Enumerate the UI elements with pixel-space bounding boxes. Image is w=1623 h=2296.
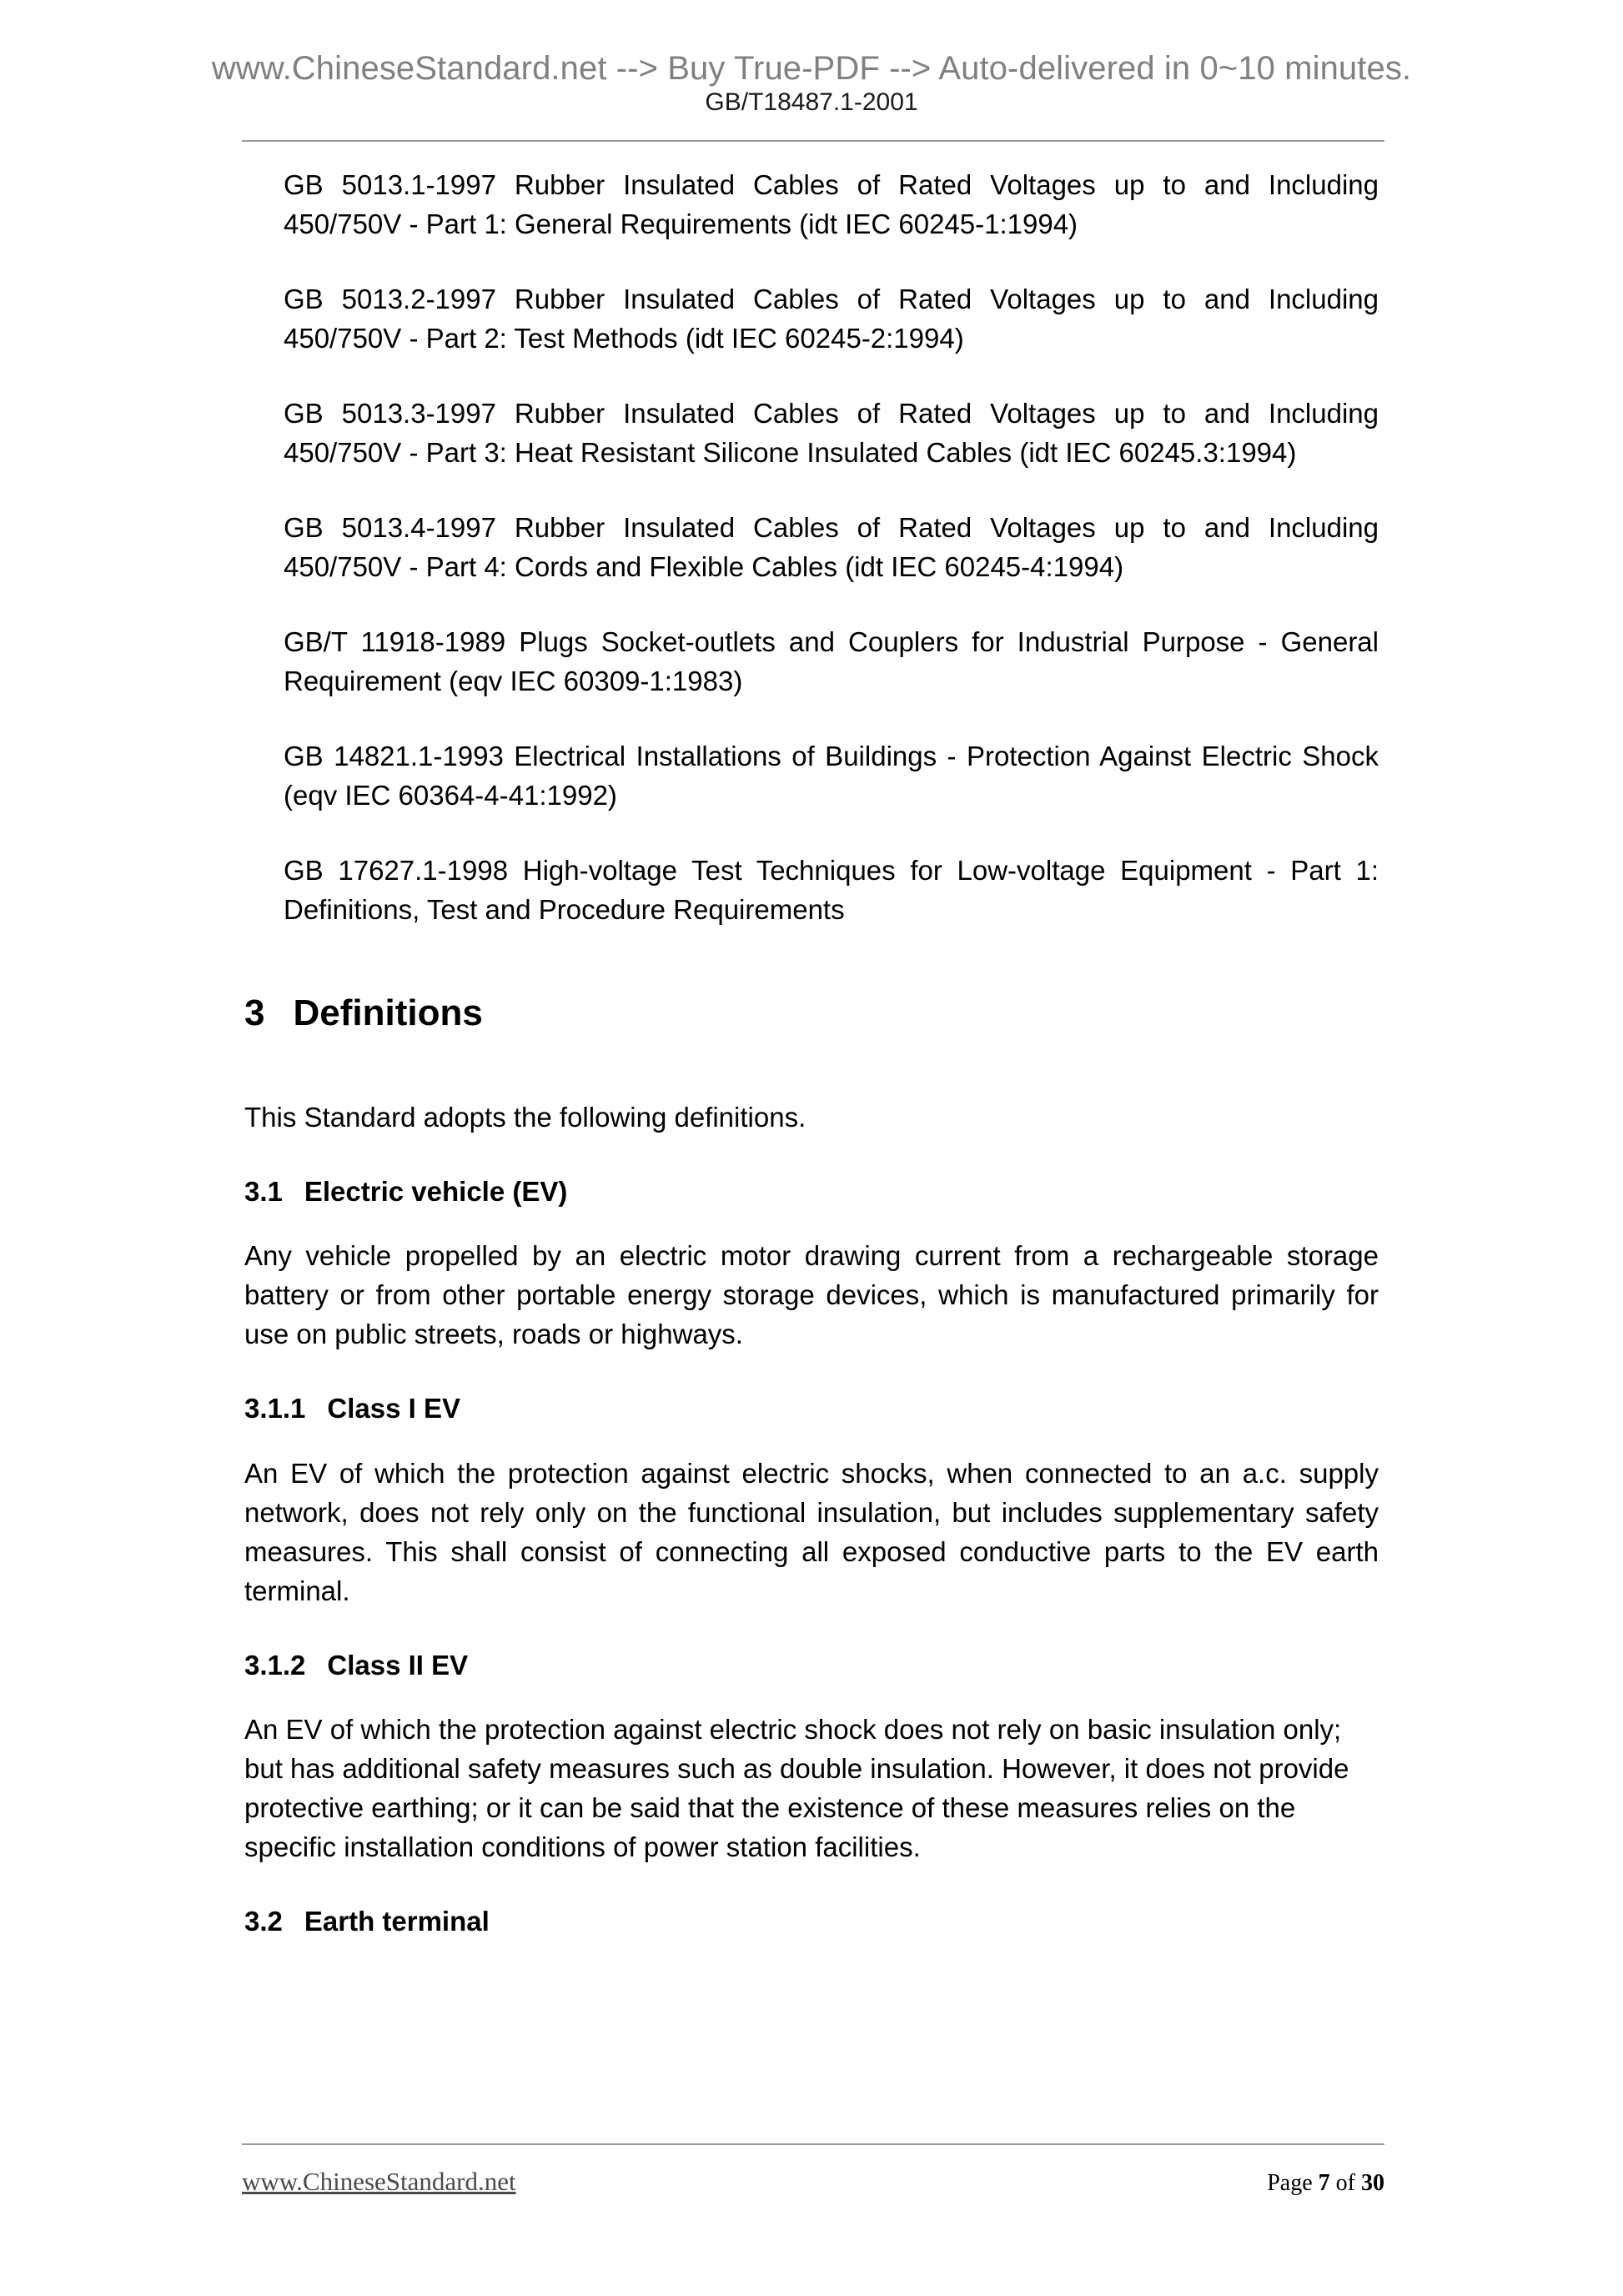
subsection-3-2-number: 3.2 bbox=[244, 1906, 283, 1937]
spacer bbox=[0, 929, 1623, 994]
footer-page-of: of bbox=[1335, 2170, 1355, 2196]
spacer bbox=[244, 1610, 1379, 1650]
reference-item: GB/T 11918-1989 Plugs Socket-outlets and Couplers for Industrial Purpose - General Requirement (eqv IEC 60309-1:1983) bbox=[284, 626, 1379, 696]
reference-item: GB 17627.1-1998 High-voltage Test Techniques for Low-voltage Equipment - Part 1: Definitions, Test and Procedure Requirements bbox=[284, 855, 1379, 925]
reference-item: GB 5013.3-1997 Rubber Insulated Cables of Rated Voltages up to and Including 450/750V - Part 3: Heat Resistant Silicone Insulated Cables (idt IEC 60245.3:1994) bbox=[284, 398, 1379, 468]
footer-page-number bbox=[1267, 2170, 1384, 2197]
subsection-3-1-1-number: 3.1.1 bbox=[244, 1393, 306, 1424]
subsection-3-1-2-title: Class II EV bbox=[327, 1649, 469, 1681]
reference-item: GB 14821.1-1993 Electrical Installations of Buildings - Protection Against Electric Shock (eqv IEC 60364-4-41:1992) bbox=[284, 741, 1379, 811]
header-standard-number: GB/T18487.1-2001 bbox=[705, 88, 918, 116]
spacer bbox=[244, 1354, 1379, 1394]
subsection-3-1-body: Any vehicle propelled by an electric motor drawing current from a rechargeable storage battery or from other portable energy storage devices, which is manufactured primarily for use on public streets, roads or highways. bbox=[244, 1240, 1379, 1350]
subsection-3-1-2-number: 3.1.2 bbox=[244, 1649, 306, 1681]
spacer bbox=[244, 1681, 1379, 1710]
footer-page-total: 30 bbox=[1361, 2170, 1384, 2196]
subsection-3-1-heading bbox=[244, 1177, 1379, 1207]
spacer bbox=[244, 1866, 1379, 1907]
subsection-3-2-title: Earth terminal bbox=[304, 1906, 490, 1937]
spacer bbox=[244, 1032, 1379, 1098]
reference-item: GB 5013.2-1997 Rubber Insulated Cables of Rated Voltages up to and Including 450/750V - Part 2: Test Methods (idt IEC 60245-2:1994) bbox=[284, 284, 1379, 354]
section-3-heading bbox=[244, 994, 1379, 1032]
reference-item: GB 5013.4-1997 Rubber Insulated Cables of Rated Voltages up to and Including 450/750V - Part 4: Cords and Flexible Cables (idt IEC 60245-4:1994) bbox=[284, 512, 1379, 582]
subsection-3-1-number: 3.1 bbox=[244, 1176, 283, 1208]
subsection-3-1-2-heading bbox=[244, 1650, 1379, 1681]
section-3-number: 3 bbox=[244, 992, 265, 1033]
page-content bbox=[0, 165, 1623, 1937]
subsection-3-1-title: Electric vehicle (EV) bbox=[304, 1176, 568, 1208]
header-promo-watermark: www.ChineseStandard.net --> Buy True-PDF --> Auto-delivered in 0~10 minutes. bbox=[211, 50, 1412, 87]
spacer bbox=[244, 1137, 1379, 1177]
subsection-3-1-1-title: Class I EV bbox=[327, 1393, 460, 1424]
section-3-title: Definitions bbox=[293, 992, 483, 1033]
page-footer bbox=[242, 2167, 1384, 2197]
section-3 bbox=[244, 994, 1379, 1937]
subsection-3-1-1-heading bbox=[244, 1394, 1379, 1424]
header-divider bbox=[242, 140, 1384, 142]
normative-references-list bbox=[284, 165, 1379, 929]
footer-site-link[interactable]: www.ChineseStandard.net bbox=[242, 2167, 516, 2196]
subsection-3-1-1-body: An EV of which the protection against electric shocks, when connected to an a.c. supply network, does not rely only on the functional insulation, but includes supplementary safety measures. This shall consist of connecting all exposed conductive parts to the EV earth terminal. bbox=[244, 1457, 1379, 1606]
footer-page-prefix: Page bbox=[1267, 2170, 1313, 2196]
footer-page-current: 7 bbox=[1318, 2170, 1330, 2196]
section-3-intro: This Standard adopts the following definitions. bbox=[244, 1102, 806, 1133]
reference-item: GB 5013.1-1997 Rubber Insulated Cables of Rated Voltages up to and Including 450/750V - Part 1: General Requirements (idt IEC 60245-1:1994) bbox=[284, 169, 1379, 239]
subsection-3-1-2-body: An EV of which the protection against electric shock does not rely on basic insulation only; but has additional safety measures such as double insulation. However, it does not provide protective earthing; or it can be said that the existence of these measures relies on the specific installation conditions of power station facilities. bbox=[244, 1714, 1349, 1863]
page-header bbox=[0, 52, 1623, 115]
spacer bbox=[244, 1207, 1379, 1236]
footer-divider bbox=[242, 2143, 1384, 2145]
spacer bbox=[244, 1424, 1379, 1454]
subsection-3-2-heading bbox=[244, 1907, 1379, 1937]
